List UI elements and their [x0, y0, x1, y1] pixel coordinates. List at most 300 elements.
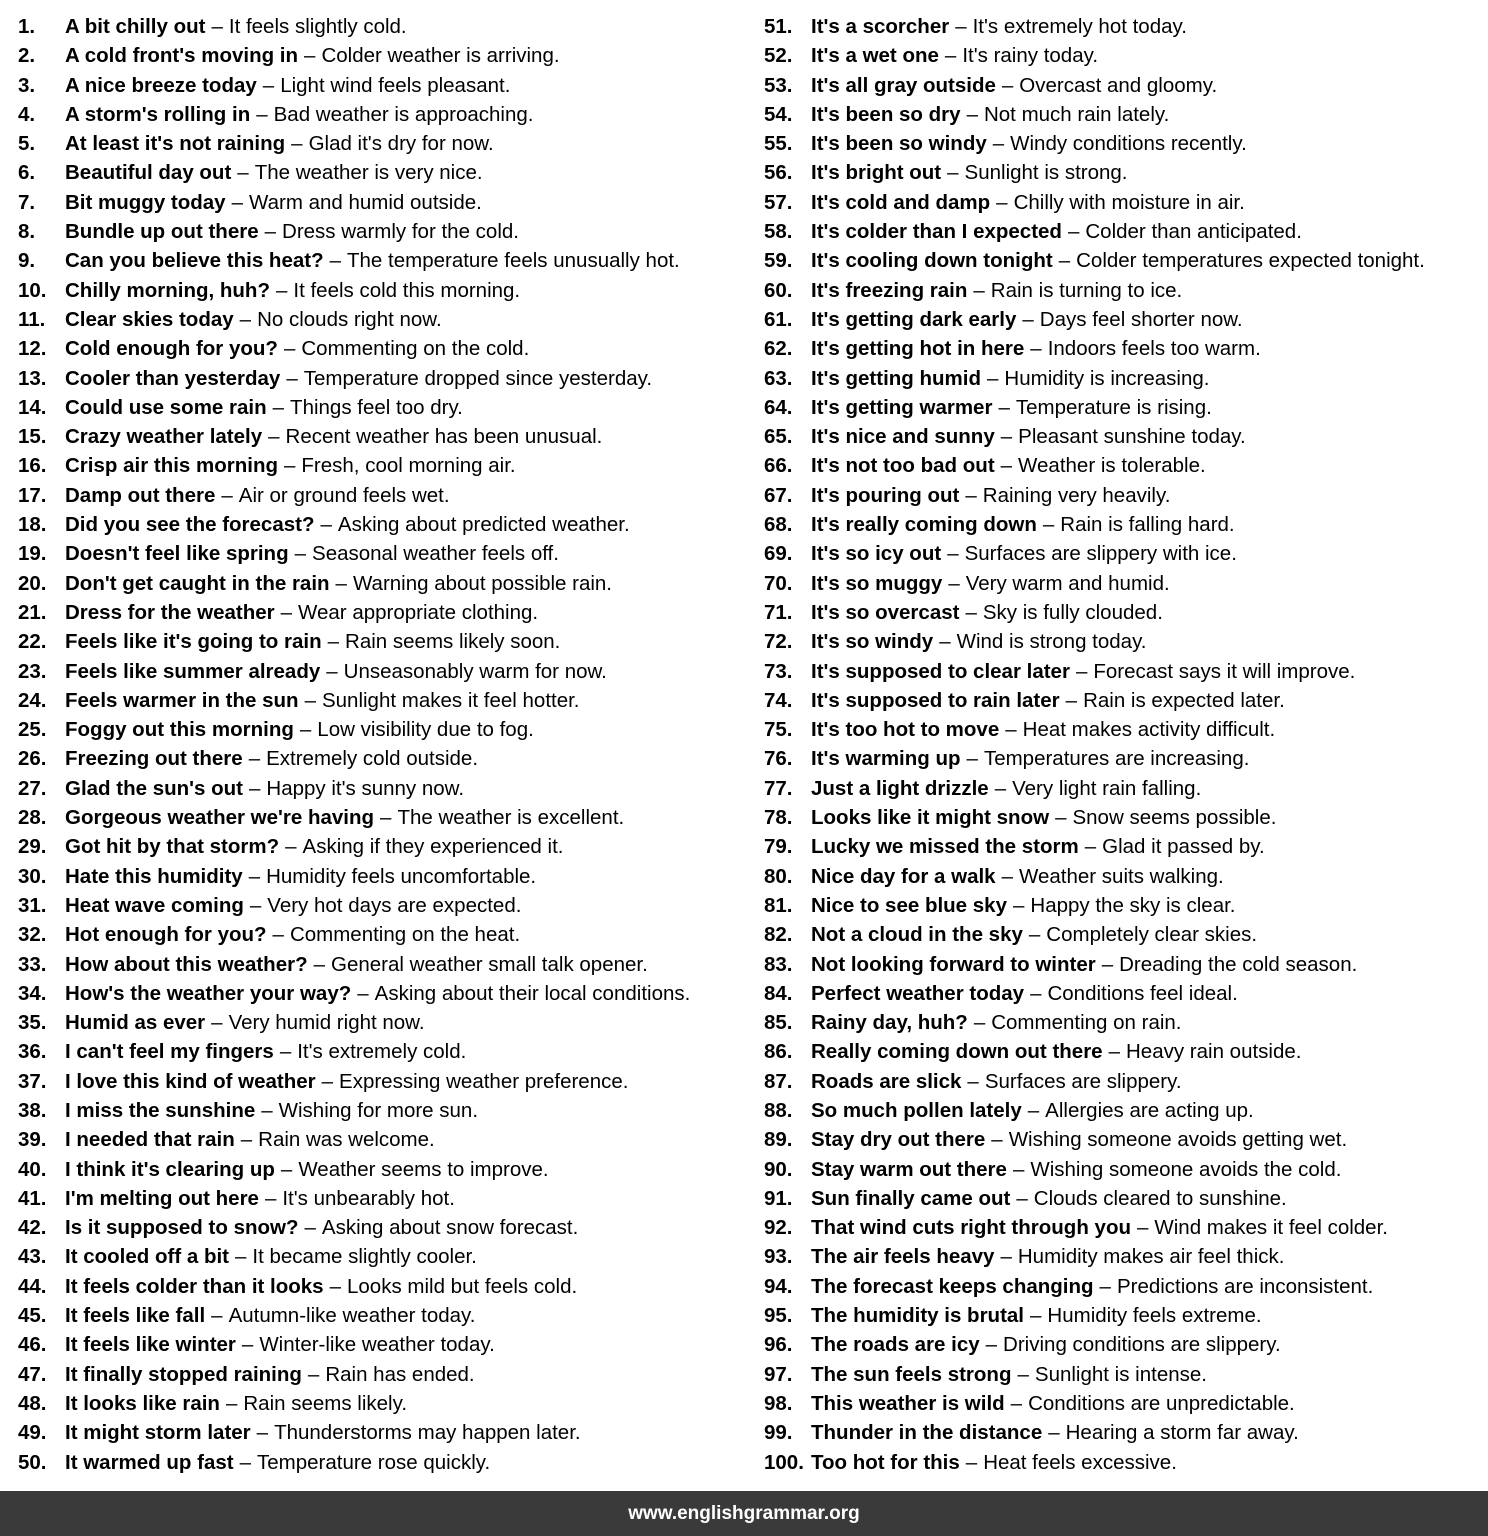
item-number: 66.: [764, 454, 793, 478]
item-phrase: Glad the sun's out: [65, 776, 243, 800]
item-number: 91.: [764, 1186, 793, 1210]
item-meaning: Predictions are inconsistent.: [1116, 1274, 1374, 1298]
item-meaning: Conditions are unpredictable.: [1028, 1391, 1295, 1415]
item-meaning: Temperature dropped since yesterday.: [303, 366, 653, 390]
item-number: 2.: [18, 44, 36, 68]
item-separator: –: [357, 981, 369, 1005]
item-separator: –: [280, 1157, 293, 1181]
item-number: 93.: [764, 1245, 793, 1269]
item-meaning: Rain seems likely soon.: [345, 630, 561, 654]
item-meaning: Commenting on rain.: [991, 1011, 1182, 1035]
item-separator: –: [1030, 337, 1042, 361]
item-meaning: It's rainy today.: [962, 44, 1099, 68]
item-separator: –: [248, 864, 261, 888]
list-item: [764, 246, 1484, 275]
item-phrase: It's getting dark early: [811, 307, 1017, 331]
item-separator: –: [235, 1245, 247, 1269]
item-separator: –: [241, 1333, 254, 1357]
item-phrase: Stay dry out there: [811, 1128, 986, 1152]
list-item: [18, 832, 748, 861]
item-phrase: It's really coming down: [811, 513, 1037, 537]
item-meaning: Wishing someone avoids the cold.: [1030, 1157, 1342, 1181]
item-number: 1.: [18, 15, 36, 38]
item-meaning: Humidity feels extreme.: [1047, 1304, 1262, 1328]
item-meaning: Rain was welcome.: [258, 1128, 435, 1152]
item-phrase: It's a wet one: [811, 44, 939, 68]
item-meaning: Colder than anticipated.: [1085, 220, 1302, 244]
item-meaning: Asking about predicted weather.: [337, 513, 630, 537]
list-item: [764, 100, 1484, 129]
item-separator: –: [992, 132, 1005, 156]
item-number: 55.: [764, 132, 793, 156]
item-separator: –: [1048, 1421, 1060, 1445]
item-number: 44.: [18, 1274, 47, 1298]
item-phrase: It's supposed to rain later: [811, 688, 1060, 712]
item-number: 70.: [764, 571, 793, 595]
list-item: [18, 598, 748, 627]
item-separator: –: [1099, 1274, 1111, 1298]
item-separator: –: [987, 366, 999, 390]
item-separator: –: [272, 923, 284, 947]
item-phrase: Humid as ever: [65, 1011, 206, 1035]
item-separator: –: [307, 1362, 320, 1386]
list-item: [764, 1418, 1484, 1447]
item-meaning: Humidity is increasing.: [1004, 366, 1210, 390]
item-separator: –: [248, 747, 261, 771]
item-meaning: Forecast says it will improve.: [1093, 659, 1356, 683]
list-item: [764, 364, 1484, 393]
item-separator: –: [231, 190, 243, 214]
item-separator: –: [1075, 659, 1088, 683]
item-phrase: Hate this humidity: [65, 864, 243, 888]
item-number: 99.: [764, 1421, 793, 1445]
item-separator: –: [1017, 1362, 1029, 1386]
item-phrase: Cooler than yesterday: [65, 366, 281, 390]
item-phrase: It's so overcast: [811, 600, 960, 624]
item-separator: –: [1055, 806, 1067, 830]
item-separator: –: [256, 1421, 269, 1445]
item-meaning: Sunlight is intense.: [1034, 1362, 1207, 1386]
list-item: [18, 246, 748, 275]
item-separator: –: [299, 718, 312, 742]
item-meaning: The temperature feels unusually hot.: [347, 249, 680, 273]
item-phrase: A storm's rolling in: [65, 102, 251, 126]
item-meaning: Snow seems possible.: [1072, 806, 1277, 830]
item-phrase: Cold enough for you?: [65, 337, 278, 361]
item-separator: –: [279, 1040, 292, 1064]
list-item: [18, 979, 748, 1008]
item-separator: –: [286, 366, 298, 390]
item-number: 50.: [18, 1450, 47, 1474]
item-separator: –: [249, 776, 261, 800]
item-number: 88.: [764, 1098, 793, 1122]
item-meaning: Light wind feels pleasant.: [280, 73, 511, 97]
list-item: [18, 1184, 748, 1213]
item-meaning: Very hot days are expected.: [267, 893, 522, 917]
item-number: 85.: [764, 1011, 793, 1035]
item-separator: –: [1001, 73, 1014, 97]
item-meaning: Temperature is rising.: [1015, 395, 1212, 419]
list-item: [764, 188, 1484, 217]
item-meaning: Indoors feels too warm.: [1047, 337, 1261, 361]
item-phrase: Clear skies today: [65, 307, 234, 331]
item-meaning: Bad weather is approaching.: [273, 102, 534, 126]
item-number: 75.: [764, 718, 793, 742]
item-phrase: Stay warm out there: [811, 1157, 1007, 1181]
item-phrase: Doesn't feel like spring: [65, 542, 289, 566]
list-item: [18, 393, 748, 422]
list-item: [764, 1184, 1484, 1213]
item-phrase: Crazy weather lately: [65, 425, 263, 449]
item-phrase: Freezing out there: [65, 747, 243, 771]
item-phrase: Nice day for a walk: [811, 864, 996, 888]
item-number: 97.: [764, 1362, 793, 1386]
list-item: [18, 276, 748, 305]
item-meaning: Recent weather has been unusual.: [285, 425, 603, 449]
item-separator: –: [262, 73, 275, 97]
item-number: 33.: [18, 952, 47, 976]
item-meaning: Glad it passed by.: [1102, 835, 1265, 859]
item-meaning: Warning about possible rain.: [352, 571, 613, 595]
item-phrase: Lucky we missed the storm: [811, 835, 1079, 859]
item-separator: –: [985, 1333, 998, 1357]
list-item: [18, 305, 748, 334]
item-number: 78.: [764, 806, 793, 830]
item-phrase: Heat wave coming: [65, 893, 244, 917]
list-item: [764, 627, 1484, 656]
item-number: 90.: [764, 1157, 793, 1181]
item-separator: –: [284, 454, 296, 478]
item-number: 23.: [18, 659, 47, 683]
item-phrase: It's nice and sunny: [811, 425, 995, 449]
item-number: 76.: [764, 747, 793, 771]
item-separator: –: [264, 1186, 277, 1210]
list-item: [764, 1242, 1484, 1271]
list-item: [18, 627, 748, 656]
item-meaning: Sky is fully clouded.: [982, 600, 1163, 624]
item-meaning: It became slightly cooler.: [252, 1245, 477, 1269]
item-number: 96.: [764, 1333, 793, 1357]
item-phrase: Got hit by that storm?: [65, 835, 280, 859]
list-item: [18, 188, 748, 217]
item-separator: –: [1000, 425, 1013, 449]
item-meaning: Chilly with moisture in air.: [1013, 190, 1245, 214]
item-separator: –: [965, 483, 977, 507]
item-separator: –: [329, 1274, 341, 1298]
item-number: 15.: [18, 425, 47, 449]
list-item: [18, 715, 748, 744]
item-number: 6.: [18, 161, 36, 185]
list-item: [18, 1360, 748, 1389]
item-phrase: A nice breeze today: [65, 73, 257, 97]
list-item: [18, 71, 748, 100]
item-phrase: It's warming up: [811, 747, 961, 771]
item-number: 56.: [764, 161, 793, 185]
item-separator: –: [211, 15, 223, 38]
item-number: 11.: [18, 307, 46, 331]
item-separator: –: [380, 806, 392, 830]
item-number: 8.: [18, 220, 36, 244]
item-meaning: Wishing someone avoids getting wet.: [1008, 1128, 1348, 1152]
list-item: [18, 334, 748, 363]
list-item: [764, 12, 1484, 41]
item-number: 67.: [764, 483, 793, 507]
item-meaning: Rain is expected later.: [1083, 688, 1285, 712]
item-separator: –: [320, 513, 332, 537]
item-phrase: Beautiful day out: [65, 161, 232, 185]
item-number: 95.: [764, 1304, 793, 1328]
list-item: [18, 920, 748, 949]
list-item: [18, 569, 748, 598]
list-item: [764, 1155, 1484, 1184]
item-number: 19.: [18, 542, 47, 566]
list-item: [764, 891, 1484, 920]
item-separator: –: [973, 1011, 986, 1035]
item-number: 32.: [18, 923, 47, 947]
item-separator: –: [261, 1098, 273, 1122]
list-item: [764, 1037, 1484, 1066]
item-separator: –: [256, 102, 268, 126]
list-item: [764, 686, 1484, 715]
item-meaning: Hearing a storm far away.: [1065, 1421, 1299, 1445]
list-item: [764, 422, 1484, 451]
item-number: 38.: [18, 1098, 47, 1122]
item-meaning: Sunlight is strong.: [964, 161, 1128, 185]
item-separator: –: [1000, 454, 1013, 478]
item-meaning: Humidity makes air feel thick.: [1017, 1245, 1285, 1269]
item-phrase: Rainy day, huh?: [811, 1011, 968, 1035]
item-meaning: Humidity feels uncomfortable.: [266, 864, 537, 888]
item-separator: –: [965, 600, 977, 624]
list-item: [764, 1213, 1484, 1242]
list-item: [764, 1272, 1484, 1301]
item-separator: –: [947, 161, 959, 185]
list-item: [764, 1008, 1484, 1037]
item-phrase: The forecast keeps changing: [811, 1274, 1094, 1298]
item-number: 53.: [764, 73, 793, 97]
item-phrase: The humidity is brutal: [811, 1304, 1024, 1328]
item-number: 16.: [18, 454, 47, 478]
item-separator: –: [944, 44, 957, 68]
list-item: [764, 510, 1484, 539]
item-number: 57.: [764, 190, 793, 214]
item-separator: –: [1022, 307, 1034, 331]
item-phrase: A cold front's moving in: [65, 44, 299, 68]
item-separator: –: [966, 747, 978, 771]
item-phrase: I love this kind of weather: [65, 1069, 316, 1093]
item-meaning: Things feel too dry.: [290, 395, 463, 419]
item-meaning: Weather is tolerable.: [1018, 454, 1206, 478]
item-phrase: Roads are slick: [811, 1069, 962, 1093]
item-meaning: Windy conditions recently.: [1010, 132, 1247, 156]
item-meaning: Heavy rain outside.: [1126, 1040, 1302, 1064]
list-item: [18, 364, 748, 393]
item-number: 61.: [764, 307, 793, 331]
list-item: [18, 217, 748, 246]
item-phrase: Too hot for this: [811, 1450, 960, 1474]
item-meaning: Rain is falling hard.: [1060, 513, 1235, 537]
list-item: [18, 1067, 748, 1096]
item-meaning: Wind is strong today.: [956, 630, 1147, 654]
item-separator: –: [1016, 1186, 1028, 1210]
item-meaning: Driving conditions are slippery.: [1003, 1333, 1281, 1357]
item-number: 39.: [18, 1128, 47, 1152]
item-number: 68.: [764, 513, 793, 537]
item-separator: –: [329, 249, 341, 273]
item-separator: –: [966, 102, 978, 126]
item-phrase: Crisp air this morning: [65, 454, 278, 478]
item-number: 17.: [18, 483, 47, 507]
item-phrase: The roads are icy: [811, 1333, 980, 1357]
item-separator: –: [240, 1128, 253, 1152]
list-item: [764, 1096, 1484, 1125]
item-separator: –: [313, 952, 326, 976]
item-separator: –: [280, 600, 293, 624]
item-separator: –: [994, 776, 1007, 800]
item-meaning: The weather is very nice.: [254, 161, 483, 185]
item-separator: –: [221, 483, 233, 507]
item-number: 80.: [764, 864, 793, 888]
item-number: 34.: [18, 981, 47, 1005]
item-number: 100.: [764, 1450, 804, 1474]
item-phrase: It's getting humid: [811, 366, 981, 390]
item-number: 71.: [764, 600, 793, 624]
item-meaning: Commenting on the heat.: [289, 923, 521, 947]
list-item: [18, 1330, 748, 1359]
item-phrase: At least it's not raining: [65, 132, 286, 156]
item-phrase: It's so muggy: [811, 571, 943, 595]
item-number: 42.: [18, 1216, 47, 1240]
list-item: [764, 1448, 1484, 1477]
item-separator: –: [237, 161, 249, 185]
item-phrase: It warmed up fast: [65, 1450, 234, 1474]
item-separator: –: [304, 1216, 316, 1240]
item-separator: –: [973, 278, 985, 302]
list-item: [18, 1448, 748, 1477]
item-number: 82.: [764, 923, 793, 947]
item-phrase: It's colder than I expected: [811, 220, 1062, 244]
item-number: 28.: [18, 806, 47, 830]
list-item: [18, 510, 748, 539]
item-phrase: It's been so dry: [811, 102, 961, 126]
item-meaning: Thunderstorms may happen later.: [274, 1421, 581, 1445]
list-item: [18, 12, 748, 41]
item-meaning: Low visibility due to fog.: [317, 718, 534, 742]
item-meaning: Temperatures are increasing.: [983, 747, 1250, 771]
item-phrase: I can't feel my fingers: [65, 1040, 274, 1064]
list-item: [764, 41, 1484, 70]
item-separator: –: [321, 1069, 334, 1093]
item-meaning: It's extremely cold.: [297, 1040, 467, 1064]
list-item: [18, 774, 748, 803]
item-separator: –: [268, 425, 280, 449]
item-meaning: It feels cold this morning.: [293, 278, 521, 302]
item-number: 72.: [764, 630, 793, 654]
item-phrase: Perfect weather today: [811, 981, 1025, 1005]
phrase-list-left: [18, 12, 748, 1477]
item-phrase: It cooled off a bit: [65, 1245, 229, 1269]
item-phrase: It's getting warmer: [811, 395, 993, 419]
list-item: [764, 744, 1484, 773]
item-meaning: Weather suits walking.: [1019, 864, 1224, 888]
item-separator: –: [1042, 513, 1055, 537]
item-phrase: It's so windy: [811, 630, 934, 654]
item-meaning: Rain seems likely.: [243, 1391, 408, 1415]
item-phrase: Nice to see blue sky: [811, 893, 1007, 917]
item-separator: –: [1010, 1391, 1023, 1415]
website-link[interactable]: www.englishgrammar.org: [628, 1502, 860, 1524]
item-meaning: Seasonal weather feels off.: [312, 542, 559, 566]
item-separator: –: [1108, 1040, 1120, 1064]
item-meaning: Weather seems to improve.: [298, 1157, 549, 1181]
item-separator: –: [947, 542, 959, 566]
item-separator: –: [249, 893, 262, 917]
item-number: 14.: [18, 395, 47, 419]
list-item: [18, 1155, 748, 1184]
list-item: [764, 129, 1484, 158]
list-item: [18, 1213, 748, 1242]
list-item: [764, 832, 1484, 861]
item-meaning: Warm and humid outside.: [249, 190, 482, 214]
item-meaning: Allergies are acting up.: [1045, 1098, 1254, 1122]
item-separator: –: [1028, 923, 1041, 947]
list-item: [18, 1037, 748, 1066]
item-meaning: Expressing weather preference.: [339, 1069, 629, 1093]
item-phrase: This weather is wild: [811, 1391, 1005, 1415]
item-number: 5.: [18, 132, 36, 156]
item-separator: –: [304, 44, 316, 68]
item-phrase: It's freezing rain: [811, 278, 968, 302]
item-phrase: Looks like it might snow: [811, 806, 1050, 830]
item-separator: –: [1012, 1157, 1025, 1181]
item-number: 36.: [18, 1040, 47, 1064]
item-number: 31.: [18, 893, 47, 917]
item-meaning: Wear appropriate clothing.: [298, 600, 539, 624]
item-meaning: Wishing for more sun.: [278, 1098, 479, 1122]
item-number: 98.: [764, 1391, 793, 1415]
item-meaning: Sunlight makes it feel hotter.: [321, 688, 580, 712]
item-separator: –: [326, 659, 338, 683]
item-phrase: It's cooling down tonight: [811, 249, 1053, 273]
list-item: [764, 950, 1484, 979]
list-item: [764, 715, 1484, 744]
item-meaning: Dress warmly for the cold.: [282, 220, 519, 244]
list-item: [18, 100, 748, 129]
item-phrase: It's pouring out: [811, 483, 960, 507]
item-separator: –: [996, 190, 1008, 214]
item-meaning: Overcast and gloomy.: [1019, 73, 1218, 97]
item-phrase: It's so icy out: [811, 542, 942, 566]
list-item: [18, 1008, 748, 1037]
item-phrase: It's a scorcher: [811, 15, 950, 38]
item-meaning: Asking about snow forecast.: [321, 1216, 579, 1240]
item-separator: –: [239, 307, 252, 331]
item-phrase: It might storm later: [65, 1421, 251, 1445]
item-phrase: Damp out there: [65, 483, 216, 507]
item-number: 62.: [764, 337, 793, 361]
item-number: 12.: [18, 337, 47, 361]
item-number: 10.: [18, 278, 47, 302]
item-separator: –: [239, 1450, 251, 1474]
item-separator: –: [225, 1391, 238, 1415]
item-number: 83.: [764, 952, 793, 976]
item-phrase: I think it's clearing up: [65, 1157, 275, 1181]
item-number: 3.: [18, 73, 36, 97]
item-meaning: It's extremely hot today.: [972, 15, 1187, 38]
item-phrase: It looks like rain: [65, 1391, 220, 1415]
item-phrase: Not a cloud in the sky: [811, 923, 1023, 947]
list-item: [764, 1330, 1484, 1359]
